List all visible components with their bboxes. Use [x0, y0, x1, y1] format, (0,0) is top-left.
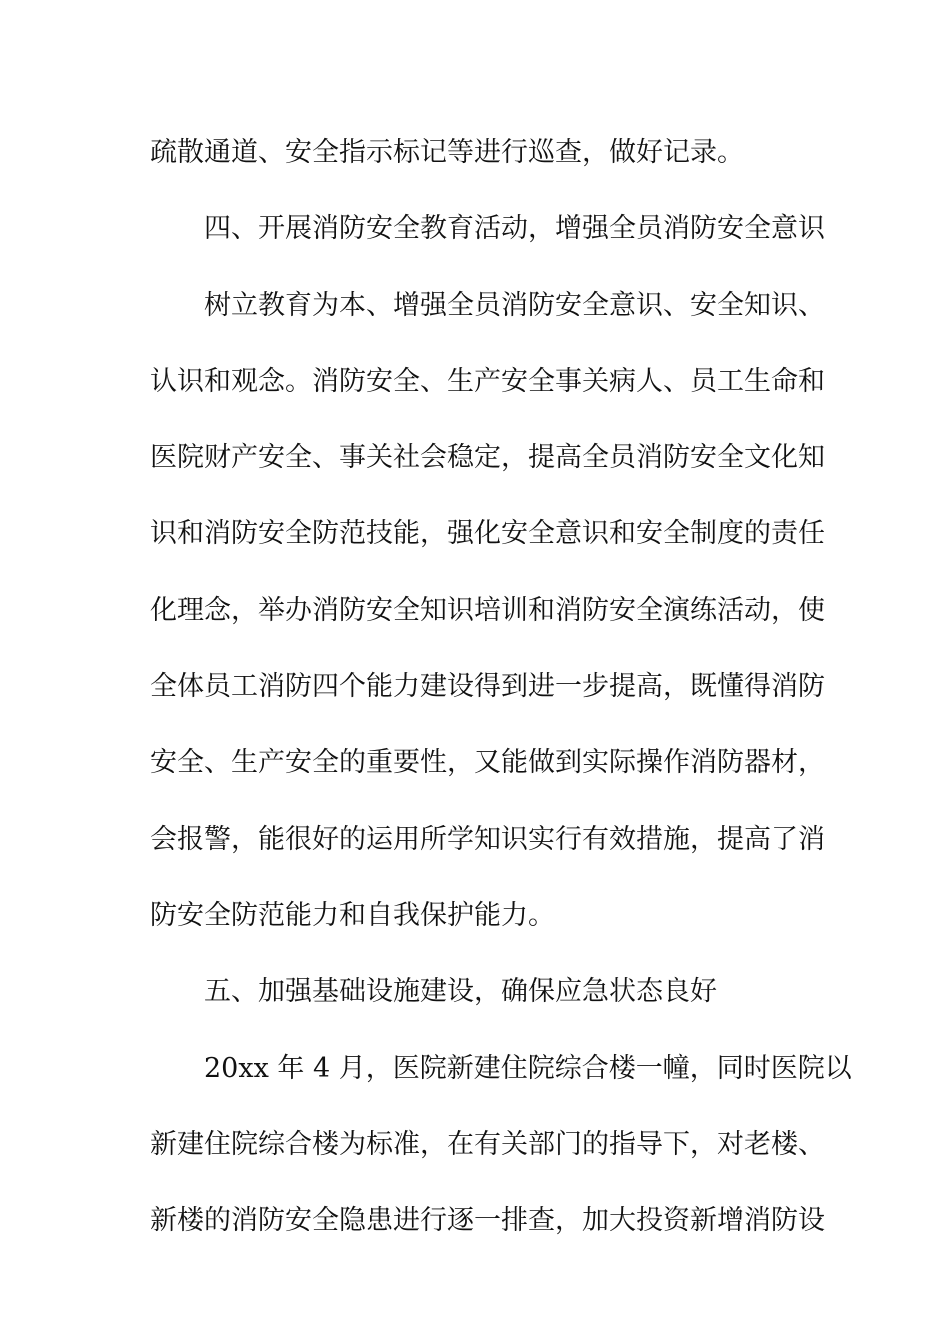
paragraph-line: 化理念，举办消防安全知识培训和消防安全演练活动，使 [150, 594, 825, 626]
paragraph-line: 新楼的消防安全隐患进行逐一排查，加大投资新增消防设 [150, 1205, 825, 1237]
paragraph-line: 疏散通道、安全指示标记等进行巡查，做好记录。 [150, 137, 744, 168]
paragraph-line: 防安全防范能力和自我保护能力。 [150, 899, 555, 931]
paragraph-line: 会报警，能很好的运用所学知识实行有效措施，提高了消 [150, 823, 825, 855]
paragraph-line: 全体员工消防四个能力建设得到进一步提高，既懂得消防 [150, 671, 825, 703]
paragraph-line: 认识和观念。消防安全、生产安全事关病人、员工生命和 [150, 365, 825, 397]
paragraph-line: 安全、生产安全的重要性，又能做到实际操作消防器材， [150, 747, 825, 779]
document-body [150, 125, 852, 1269]
paragraph-line: 20xx 年 4 月，医院新建住院综合楼一幢，同时医院以 [204, 1052, 852, 1084]
paragraph-line: 医院财产安全、事关社会稳定，提高全员消防安全文化知 [150, 442, 825, 474]
paragraph-line: 树立教育为本、增强全员消防安全意识、安全知识、 [204, 289, 825, 321]
paragraph-line: 识和消防安全防范技能，强化安全意识和安全制度的责任 [150, 518, 825, 550]
section-heading-five: 五、加强基础设施建设，确保应急状态良好 [204, 976, 717, 1008]
paragraph-line: 新建住院综合楼为标准，在有关部门的指导下，对老楼、 [150, 1128, 825, 1160]
section-heading-four: 四、开展消防安全教育活动，增强全员消防安全意识 [204, 213, 825, 245]
